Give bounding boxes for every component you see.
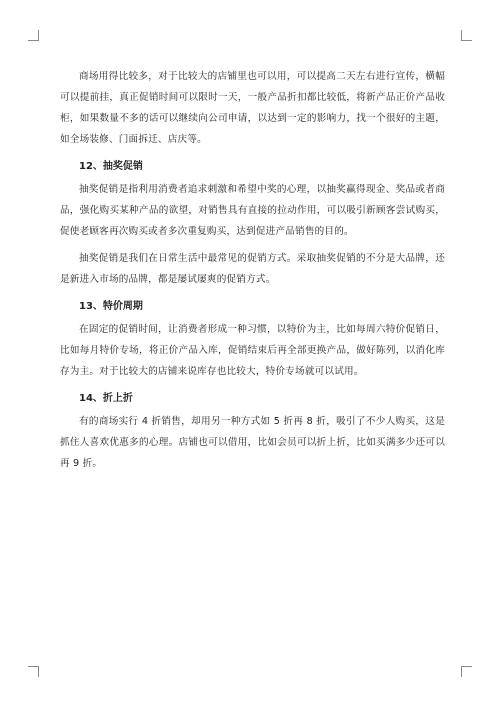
section-12-paragraph-2: 抽奖促销是我们在日常生活中最常见的促销方式。采取抽奖促销的不分是大品牌，还是新进入市场的品牌，都是屡试屡爽的促销方式。	[60, 253, 445, 285]
page-corner-mark-bottom-right	[461, 666, 472, 677]
section-13-paragraph-1: 在固定的促销时间，让消费者形成一种习惯，以特价为主，比如每周六特价促销日，比如每月特价专场，将正价产品入库，促销结束后再全部更换产品，做好陈列，以消化库存为主。对于比较大的店铺来说库存也比较大，特价专场就可以试用。	[60, 324, 445, 377]
page-corner-mark-top-left	[28, 30, 39, 41]
document-body	[60, 66, 445, 474]
section-14-heading: 14、折上折	[79, 393, 133, 404]
section-14-paragraph-1: 有的商场实行 4 折销售，却用另一种方式如 5 折再 8 折，吸引了不少人购买，这是抓住人喜欢优惠多的心理。店铺也可以借用，比如会员可以折上折，比如买满多少还可以再 9 折。	[60, 416, 445, 469]
section-12-heading: 12、抽奖促销	[79, 161, 143, 172]
intro-paragraph: 商场用得比较多，对于比较大的店铺里也可以用，可以提高二天左右进行宣传，横幅可以提前挂，真正促销时间可以限时一天，一般产品折扣都比较低，将新产品正价产品收柜，如果数量不多的话可以继续向公司申请，以达到一定的影响力，找一个很好的主题，如全场装修、门面拆迁、店庆等。	[60, 71, 445, 145]
section-13-heading: 13、特价周期	[79, 301, 143, 312]
section-12-paragraph-1: 抽奖促销是指利用消费者追求刺激和希望中奖的心理，以抽奖赢得现金、奖品或者商品，强化购买某种产品的欲望，对销售具有直接的拉动作用，可以吸引新顾客尝试购买，促使老顾客再次购买或者多次重复购买，达到促进产品销售的目的。	[60, 184, 445, 237]
page-corner-mark-top-right	[461, 30, 472, 41]
page-corner-mark-bottom-left	[28, 666, 39, 677]
